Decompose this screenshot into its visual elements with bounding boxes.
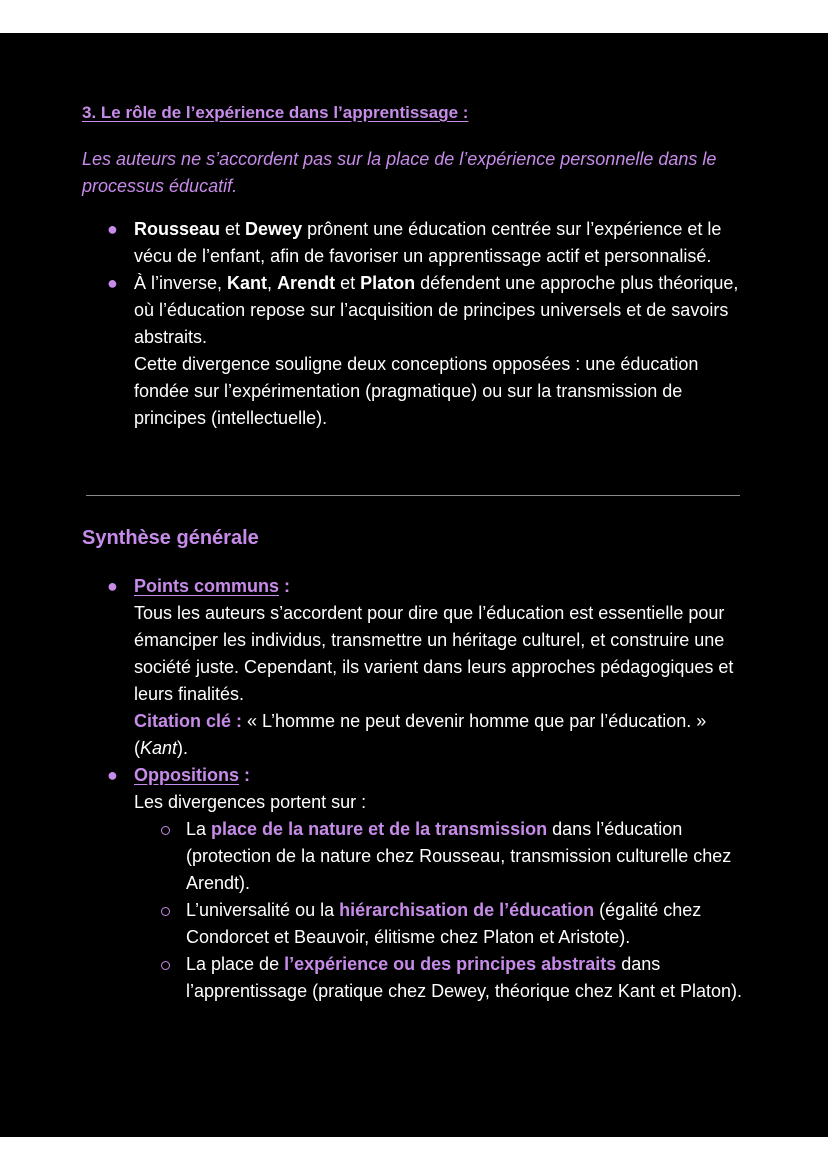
quote-end: ). xyxy=(177,738,189,758)
text: , xyxy=(267,273,278,293)
author-name: Platon xyxy=(360,273,416,293)
text: et xyxy=(335,273,361,293)
list-item xyxy=(107,270,744,432)
section-divider xyxy=(86,495,740,496)
list-item-oppositions xyxy=(107,762,744,1005)
synthesis-title: Synthèse générale xyxy=(82,527,259,549)
author-name: Rousseau xyxy=(134,219,221,239)
key-phrase: hiérarchisation de l’éducation xyxy=(339,900,595,920)
experience-bullet-list xyxy=(107,216,744,432)
list-item-common-points xyxy=(107,573,744,762)
colon: : xyxy=(239,765,250,785)
bullet-icon: ● xyxy=(107,576,118,596)
text: L’universalité ou la xyxy=(186,900,340,920)
text: dans l’éducation (protection de la nature chez Rousseau, transmission culturelle chez Arendt). xyxy=(186,819,732,893)
divergence-note: Cette divergence souligne deux conceptions opposées : une éducation fondée sur l’expérimentation (pragmatique) ou sur la transmission de principes (intellectuelle). xyxy=(134,354,699,428)
bullet-icon: ● xyxy=(107,273,118,293)
oppositions-sublist xyxy=(134,816,744,1005)
text: défendent une approche plus théorique, où l’éducation repose sur l’acquisition de principes universels et de savoirs abstraits. xyxy=(134,273,739,347)
author-name: Arendt xyxy=(277,273,336,293)
author-name: Kant xyxy=(227,273,268,293)
sub-list-item xyxy=(186,951,744,1005)
circle-bullet-icon xyxy=(161,907,170,916)
sub-list-item xyxy=(186,816,744,897)
synthesis-list xyxy=(107,573,744,1005)
text: La xyxy=(186,819,212,839)
circle-bullet-icon xyxy=(161,961,170,970)
oppositions-label: Oppositions xyxy=(134,765,239,785)
quote-author: Kant xyxy=(140,738,178,758)
key-phrase: l’expérience ou des principes abstraits xyxy=(284,954,617,974)
common-points-text: Tous les auteurs s’accordent pour dire que l’éducation est essentielle pour émanciper les individus, transmettre un héritage culturel, et construire une société juste. Cependant, ils varient dans leurs approches pédagogiques et leurs finalités. xyxy=(134,603,734,704)
bullet-icon: ● xyxy=(107,219,118,239)
sub-list-item xyxy=(186,897,744,951)
quote-text: « L’homme ne peut devenir homme que par l’éducation. » ( xyxy=(134,711,707,758)
text: (égalité chez Condorcet et Beauvoir, élitisme chez Platon et Aristote). xyxy=(186,900,702,947)
colon: : xyxy=(279,576,291,596)
oppositions-intro: Les divergences portent sur : xyxy=(134,792,367,812)
text: La place de xyxy=(186,954,285,974)
section-3-intro: Les auteurs ne s’accordent pas sur la place de l’expérience personnelle dans le processus éducatif. xyxy=(82,149,717,196)
document-page xyxy=(0,33,828,1137)
list-item xyxy=(107,216,744,270)
common-points-label: Points communs xyxy=(134,576,280,596)
key-phrase: place de la nature et de la transmission xyxy=(211,819,548,839)
section-3-title: 3. Le rôle de l’expérience dans l’apprentissage : xyxy=(82,103,469,122)
quote-label: Citation clé : xyxy=(134,711,243,731)
circle-bullet-icon xyxy=(161,826,170,835)
text: prônent une éducation centrée sur l’expérience et le vécu de l’enfant, afin de favoriser un apprentissage actif et personnalisé. xyxy=(134,219,722,266)
bullet-icon: ● xyxy=(107,765,118,785)
author-name: Dewey xyxy=(245,219,303,239)
text: À l’inverse, xyxy=(134,273,228,293)
text: dans l’apprentissage (pratique chez Dewey, théorique chez Kant et Platon). xyxy=(186,954,742,1001)
text: et xyxy=(220,219,246,239)
